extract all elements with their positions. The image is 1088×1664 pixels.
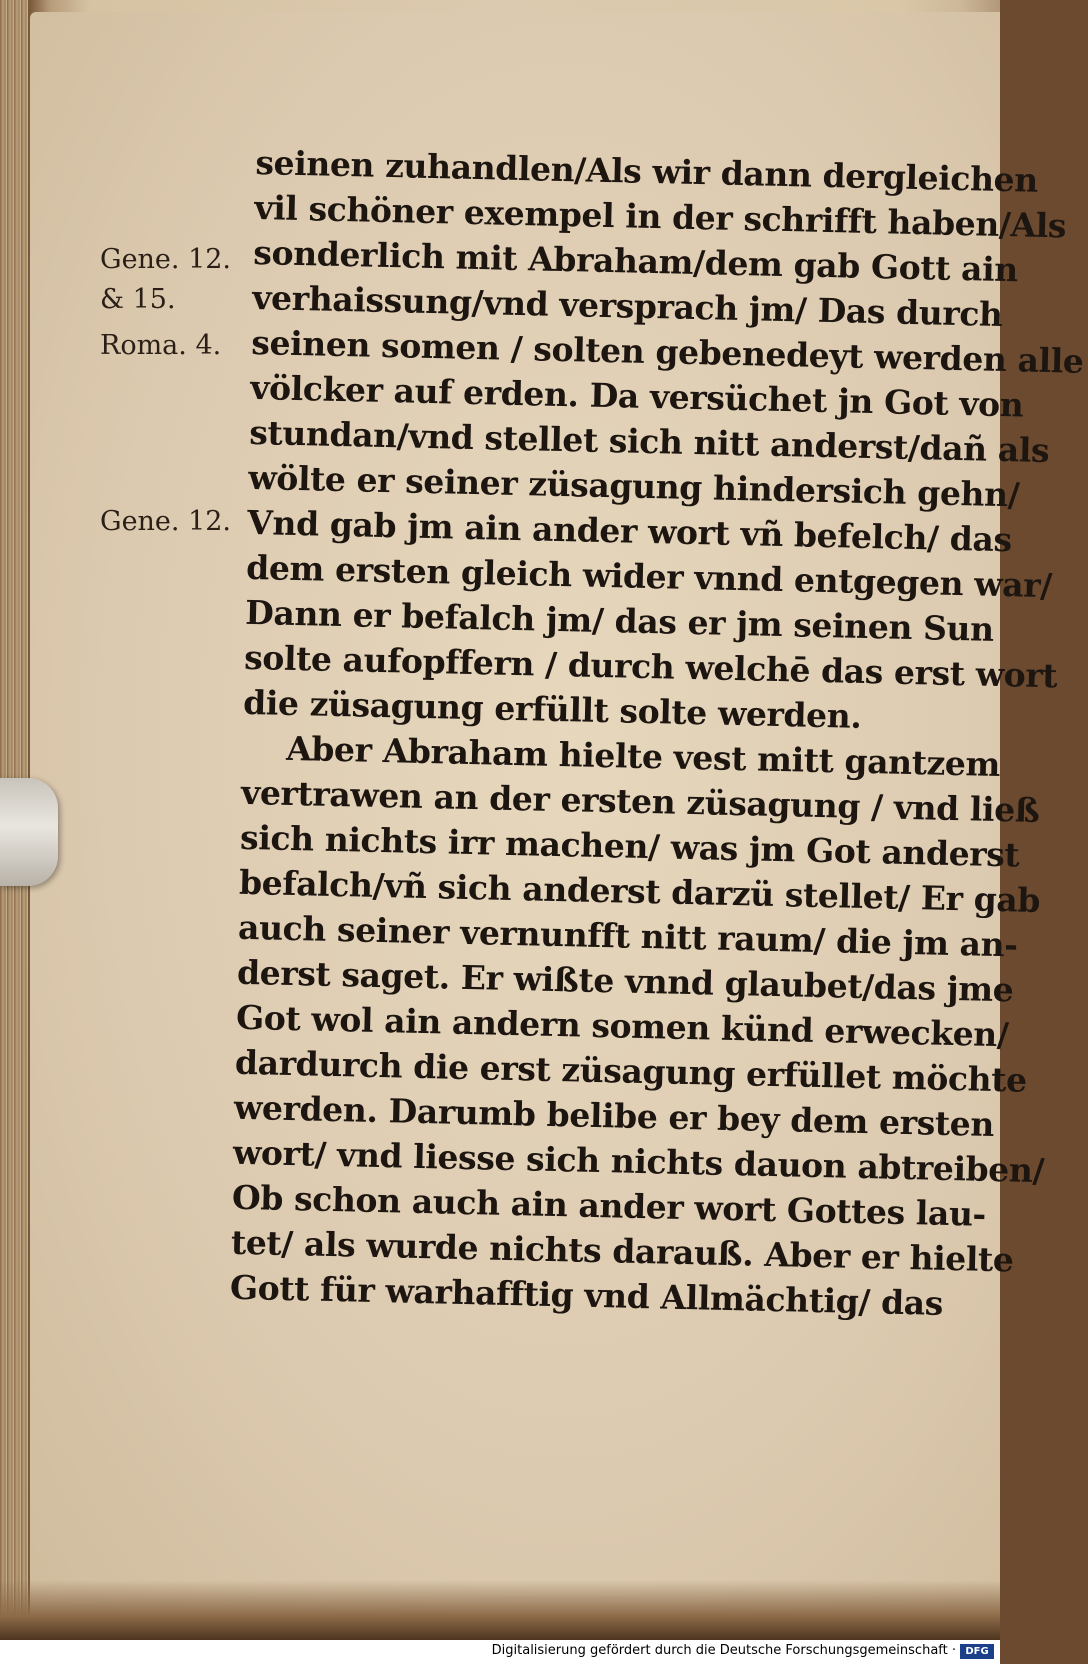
text-line: sich nichts irr machen/ was jm Got anderst xyxy=(239,817,1020,875)
text-line: wölte er seiner züsagung hindersich gehn/ xyxy=(247,457,1020,515)
text-line: solte aufopffern / durch welchē das erst wort xyxy=(243,637,1058,696)
text-line: Vnd gab jm ain ander wort vñ befelch/ das xyxy=(246,502,1013,560)
page-bottom-edge xyxy=(0,1580,1000,1640)
text-line: werden. Darumb belibe er bey dem ersten xyxy=(233,1087,995,1144)
text-line: Ob schon auch ain ander wort Gottes lau- xyxy=(231,1177,987,1234)
text-line: Got wol ain andern somen künd erwecken/ xyxy=(235,997,1010,1055)
text-line: verhaissung/vnd versprach jm/ Das durch xyxy=(251,277,1004,334)
funding-credit: Digitalisierung gefördert durch die Deutsche Forschungsgemeinschaft · xyxy=(491,1643,956,1658)
text-line: wort/ vnd liesse sich nichts dauon abtreiben/ xyxy=(232,1132,1045,1191)
text-line: seinen somen / solten gebenedeyt werden alle xyxy=(250,322,1084,381)
margin-note: Gene. 12. xyxy=(100,506,232,537)
dfg-logo: DFG xyxy=(960,1644,994,1659)
text-line: dardurch die erst züsagung erfüllet möchte xyxy=(234,1042,1028,1100)
text-line: vil schöner exempel in der schrifft haben/Als xyxy=(254,187,1067,246)
text-line: sonderlich mit Abraham/dem gab Gott ain xyxy=(253,232,1019,290)
text-line: völcker auf erden. Da versüchet jn Got von xyxy=(249,367,1024,425)
text-line: dem ersten gleich wider vnnd entgegen war/ xyxy=(245,547,1053,606)
text-line: Dann er befalch jm/ das er jm seinen Sun xyxy=(244,592,995,649)
margin-note: & 15. xyxy=(100,284,176,315)
digitization-footer xyxy=(0,1640,1000,1664)
text-line: Gott für warhafftig vnd Allmächtig/ das xyxy=(229,1267,944,1323)
text-line: befalch/vñ sich anderst darzü stellet/ Er gab xyxy=(238,862,1041,920)
text-line: die züsagung erfüllt solte werden. xyxy=(242,682,862,736)
text-line: derst saget. Er wißte vnnd glaubet/das jme xyxy=(236,952,1014,1010)
margin-note: Gene. 12. xyxy=(100,244,232,275)
text-line: tet/ als wurde nichts darauß. Aber er hielte xyxy=(230,1222,1014,1280)
text-line: Aber Abraham hielte vest mitt gantzem xyxy=(285,728,1001,785)
text-line: vertrawen an der ersten züsagung / vnd ließ xyxy=(240,772,1040,830)
body-text xyxy=(229,140,1084,1326)
text-line: stundan/vnd stellet sich nitt anderst/dañ als xyxy=(248,412,1050,471)
text-line: seinen zuhandlen/Als wir dann dergleichen xyxy=(255,142,1039,200)
text-line: auch seiner vernunfft nitt raum/ die jm an- xyxy=(237,907,1019,965)
book-clip xyxy=(0,778,58,886)
margin-note: Roma. 4. xyxy=(100,330,222,361)
